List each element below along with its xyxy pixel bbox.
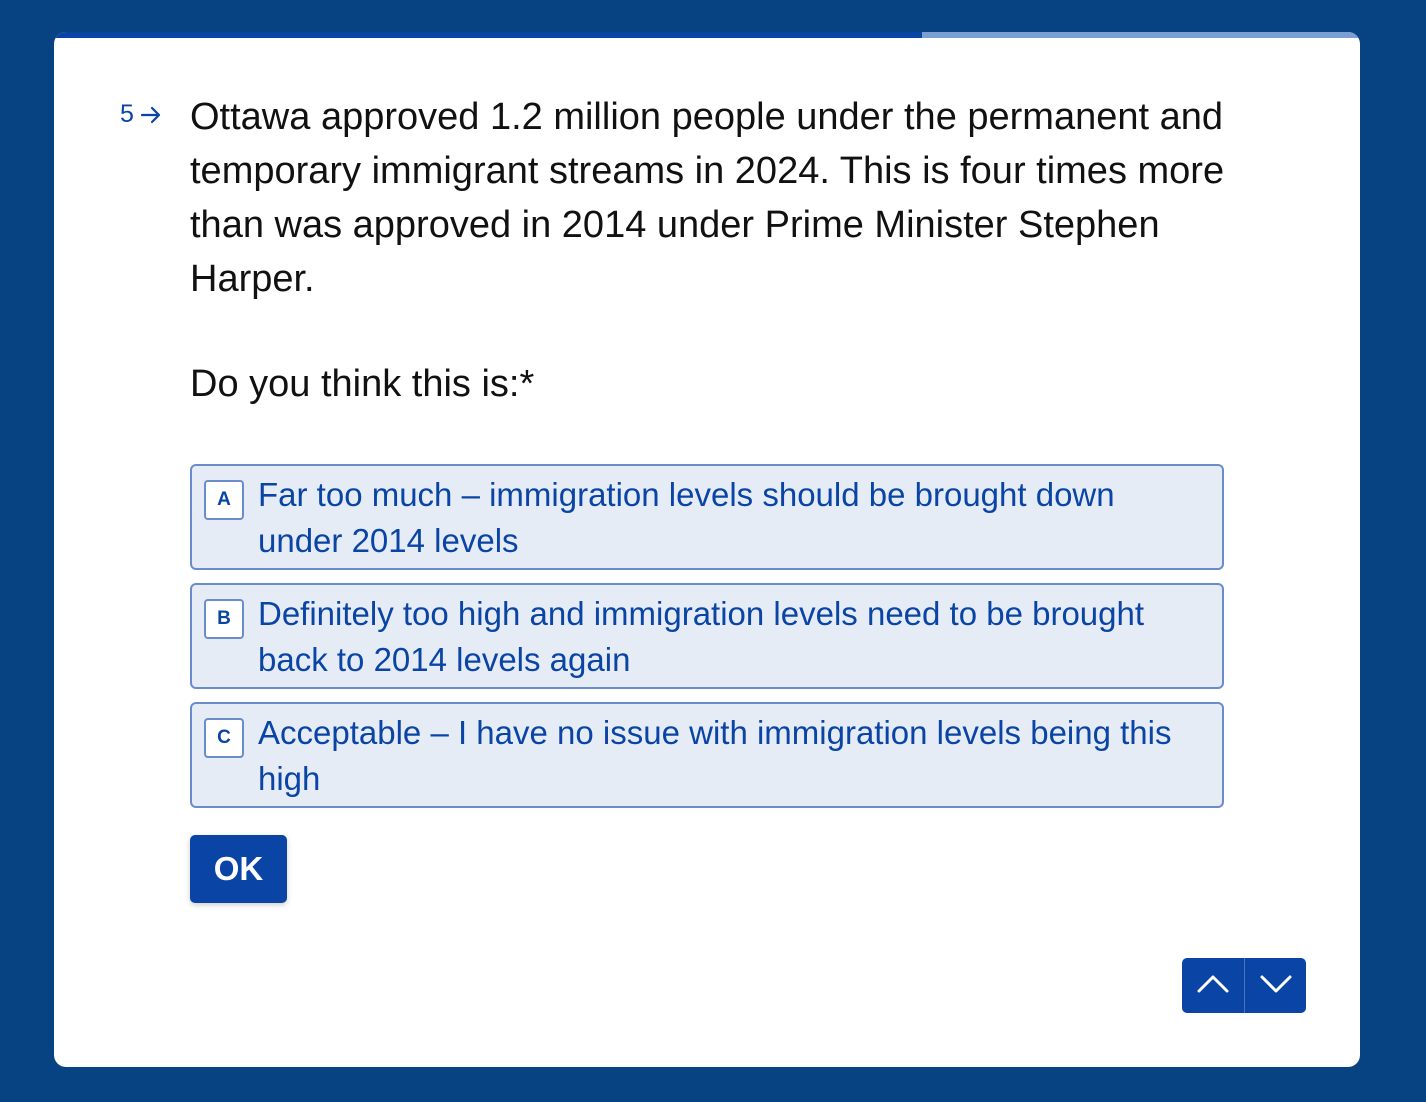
question-number-label: 5 bbox=[120, 100, 134, 128]
option-label: Definitely too high and immigration levels need to be brought back to 2014 levels again bbox=[258, 595, 1145, 678]
arrow-right-icon bbox=[140, 105, 162, 125]
question-prompt: Do you think this is:* bbox=[190, 363, 535, 405]
question-number bbox=[120, 100, 162, 129]
form-card bbox=[54, 32, 1360, 1067]
option-label: Acceptable – I have no issue with immigration levels being this high bbox=[258, 714, 1172, 797]
option-key-badge: A bbox=[204, 480, 244, 520]
previous-question-button[interactable] bbox=[1182, 958, 1244, 1013]
option-c[interactable] bbox=[190, 702, 1224, 808]
progress-bar-fill bbox=[54, 32, 922, 38]
option-b[interactable] bbox=[190, 583, 1224, 689]
option-label: Far too much – immigration levels should be brought down under 2014 levels bbox=[258, 476, 1115, 559]
option-key-badge: C bbox=[204, 718, 244, 758]
progress-bar bbox=[54, 32, 1360, 38]
option-a[interactable] bbox=[190, 464, 1224, 570]
question-navigation bbox=[1182, 958, 1306, 1013]
answer-options bbox=[190, 464, 1224, 821]
question-text: Ottawa approved 1.2 million people under the permanent and temporary immigrant streams in 2024. This is four times more than was approved in 2014 under Prime Minister Stephen Harper. bbox=[190, 96, 1225, 300]
ok-button[interactable]: OK bbox=[190, 835, 287, 903]
next-question-button[interactable] bbox=[1244, 958, 1306, 1013]
option-key-badge: B bbox=[204, 599, 244, 639]
chevron-up-icon bbox=[1196, 973, 1230, 998]
chevron-down-icon bbox=[1259, 973, 1293, 998]
